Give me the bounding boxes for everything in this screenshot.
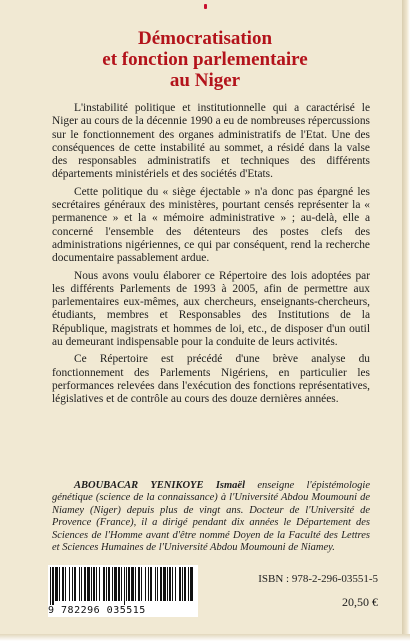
barcode-bar (131, 567, 134, 601)
title-line-1: Démocratisation (137, 28, 273, 49)
barcode-bar (65, 567, 66, 601)
barcode-bar (138, 567, 140, 601)
author-bio (52, 480, 370, 554)
cover-edge-right (402, 0, 410, 641)
barcode-bar (112, 567, 113, 601)
barcode-bar (114, 567, 117, 601)
barcode-bar (172, 567, 173, 601)
barcode-bar (145, 567, 146, 601)
barcode-bar (79, 567, 80, 601)
barcode-bar (99, 567, 100, 601)
blurb (52, 102, 370, 411)
barcode-bar (62, 567, 64, 601)
barcode-bar (150, 567, 152, 601)
barcode-bar (52, 567, 54, 605)
barcode-bar (126, 567, 127, 601)
barcode-bar (74, 567, 76, 601)
isbn: ISBN : 978-2-296-03551-5 (258, 573, 378, 585)
barcode-digits: 9 782296 035515 (48, 605, 146, 616)
barcode (48, 565, 198, 617)
barcode-bar (108, 567, 110, 601)
blurb-paragraph-1: L'instabilité politique et institutionnelle qui a caractérisé le Niger au cours de la décennie 1990 a eu de nombreuses répercussions sur le fonctionnement des organes administratifs de l'Etat. Une des conséquences de cette instabilité au sommet, a résidé dans la valse des responsables administratifs et techniques des différents départements ministériels et des sociétés d'Etats. (52, 102, 370, 181)
author-name: ABOUBACAR YENIKOYE Ismaël (74, 480, 246, 491)
barcode-bar (188, 567, 189, 601)
barcode-bar (50, 567, 51, 605)
blurb-paragraph-4: Ce Répertoire est précédé d'une brève analyse du fonctionnement des Parlements Nigériens, en particulier les performances relevées dans l'exécution des fonctions représentatives, législatives et de contrôle au cours des douze dernières années. (52, 353, 370, 406)
price: 20,50 € (342, 595, 378, 609)
barcode-bar (87, 567, 90, 601)
blurb-paragraph-3: Nous avons voulu élaborer ce Répertoire des lois adoptées par les différents Parlements de 1993 à 2005, afin de permettre aux parlementaires eux-mêmes, aux chercheurs, enseignants-chercheurs, étudiants, membres et Responsables des Institutions de la République, magistrats et hommes de loi, etc., de disposer d'un outil au demeurant indispensable pour la conduite de leurs activités. (52, 269, 370, 349)
author-bio-text: enseigne l'épistémologie génétique (science de la connaissance) à l'Université Abdou Moumouni de Niamey (Niger) depuis plus de vingt ans. Docteur de l'Université de Provence (France), il a dirigé pendant dix années le Département des Sciences de l'Homme avant d'être nommé Doyen de la Faculté des Lettres et Sciences Humaines de l'Université Abdou Moumouni de Niamey. (52, 480, 370, 554)
barcode-bar (157, 567, 158, 601)
barcode-bar (118, 567, 120, 601)
barcode-bar (96, 567, 97, 601)
barcode-bar (135, 567, 136, 601)
barcode-bars (48, 565, 198, 605)
barcode-bar (184, 567, 186, 601)
barcode-bar (84, 567, 86, 601)
barcode-bar (91, 567, 92, 601)
barcode-bar (59, 567, 60, 601)
barcode-bar (148, 567, 149, 601)
barcode-bar (72, 567, 73, 601)
title-line-3: au Niger (169, 70, 241, 91)
book-title (20, 28, 390, 91)
barcode-bar (55, 567, 58, 601)
barcode-bar (103, 567, 105, 601)
barcode-bar (124, 567, 125, 605)
barcode-bar (141, 567, 142, 601)
barcode-bar (128, 567, 130, 601)
barcode-bar (81, 567, 82, 601)
barcode-bar (69, 567, 70, 601)
barcode-bar (190, 567, 193, 601)
barcode-bar (175, 567, 176, 601)
barcode-bar (179, 567, 181, 601)
barcode-bar (155, 567, 156, 601)
cover-edge-bottom (0, 634, 410, 641)
barcode-bar (93, 567, 95, 601)
barcode-bar (163, 567, 166, 601)
barcode-bar (121, 567, 122, 601)
publisher-mark (204, 4, 207, 9)
blurb-paragraph-2: Cette politique du « siège éjectable » n'a donc pas épargné les secrétaires généraux des ministères, pourtant censés représenter la « permanence » et la « mémoire administrative » ; au-delà, elle a concerné l'ensemble des détenteurs des postes clefs des administrations nigériennes, ce qui par conséquent, rend la recherche documentaire passablement ardue. (52, 185, 370, 265)
barcode-bar (160, 567, 162, 601)
barcode-bar (167, 567, 168, 601)
barcode-bar (106, 567, 107, 601)
barcode-bar (169, 567, 171, 601)
title-line-2: et fonction parlementaire (102, 49, 308, 70)
barcode-bar (182, 567, 183, 601)
